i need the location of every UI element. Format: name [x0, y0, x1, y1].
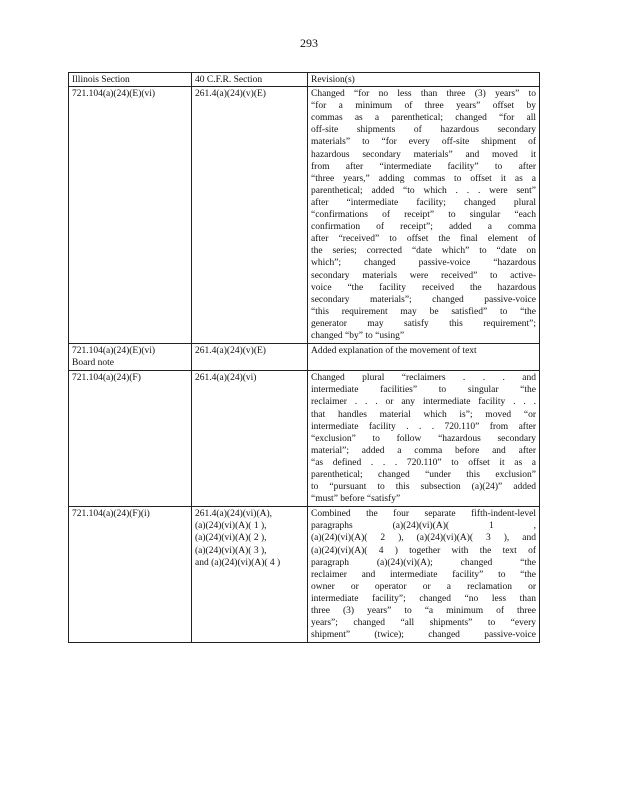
table-row	[69, 507, 540, 643]
revision-line: years”; changed “all shipments” to “every	[311, 618, 536, 629]
revision-line: reclaimer and intermediate facility” to “the	[311, 569, 536, 580]
cell-line: 261.4(a)(24)(v)(E)	[195, 89, 266, 100]
illinois-section-cell	[69, 507, 192, 643]
revision-line: paragraph (a)(24)(vi)(A); changed “the	[311, 557, 536, 568]
revision-cell	[308, 507, 540, 643]
revision-line: paragraphs (a)(24)(vi)(A)( 1 ,	[311, 521, 536, 532]
header-cfr-section: 40 C.F.R. Section	[192, 73, 308, 87]
revision-line: that handles material which is”; moved “or	[311, 409, 536, 420]
revision-line: “for a minimum of three years” offset by	[311, 101, 536, 112]
revision-line: to “pursuant to this subsection (a)(24)” added	[311, 482, 536, 493]
illinois-section-cell	[69, 344, 192, 371]
revision-line: “as defined . . . 720.110” to offset it as a	[311, 457, 536, 468]
revision-line: voice “the facility received the hazardous	[311, 282, 536, 293]
cell-line: 721.104(a)(24)(F)	[72, 373, 141, 384]
page-number: 293	[300, 36, 318, 50]
revision-line: three (3) years” to “a minimum of three	[311, 606, 536, 617]
revision-line: shipment” (twice); changed passive-voice	[311, 630, 536, 641]
revision-line: generator may satisfy this requirement”;	[311, 318, 536, 329]
table-row	[69, 87, 540, 344]
revision-line: off-site shipments of hazardous secondary	[311, 125, 536, 136]
revision-cell	[308, 87, 540, 344]
revision-line: parenthetical; added “to which . . . were sent”	[311, 185, 536, 196]
header-revisions: Revision(s)	[308, 73, 540, 87]
revision-line: which”; changed passive-voice “hazardous	[311, 258, 536, 269]
cell-line: 721.104(a)(24)(F)(i)	[72, 509, 150, 520]
revision-line: from after “intermediate facility” to after	[311, 161, 536, 172]
revision-line: changed “by” to “using”	[311, 330, 405, 341]
revision-cell	[308, 344, 540, 371]
revision-line: secondary materials”; changed passive-voice	[311, 294, 536, 305]
revision-line: material”; added a comma before and after	[311, 445, 536, 456]
cfr-section-cell	[192, 344, 308, 371]
cell-line: Board note	[72, 358, 114, 369]
revision-line: intermediate facility . . . 720.110” from after	[311, 421, 536, 432]
revision-line: reclaimer . . . or any intermediate facility . . .	[311, 397, 536, 408]
revision-line: “three years,” adding commas to offset it as a	[311, 173, 536, 184]
cell-line: (a)(24)(vi)(A)( 1 ),	[195, 521, 267, 532]
cfr-section-cell	[192, 87, 308, 344]
revisions-table	[68, 72, 540, 643]
cell-line: (a)(24)(vi)(A)( 3 ),	[195, 545, 267, 556]
table-body	[69, 87, 540, 643]
revision-line: (a)(24)(vi)(A)( 4 ) together with the text of	[311, 545, 536, 556]
revision-line: Combined the four separate fifth-indent-level	[311, 509, 536, 520]
cell-line: 261.4(a)(24)(vi)	[195, 373, 257, 384]
cell-line: 721.104(a)(24)(E)(vi)	[72, 89, 156, 100]
revision-line: “confirmations of receipt” to singular “each	[311, 210, 536, 221]
header-illinois-section: Illinois Section	[69, 73, 192, 87]
revision-line: “exclusion” to follow “hazardous secondary	[311, 433, 536, 444]
cell-line: 261.4(a)(24)(vi)(A),	[195, 509, 273, 520]
revision-line: parenthetical; changed “under this exclusion”	[311, 470, 536, 480]
revision-line: “this requirement may be satisfied” to “the	[311, 306, 536, 317]
revision-line: after “intermediate facility; changed plural	[311, 197, 536, 208]
revision-line: intermediate facilities” to singular “the	[311, 385, 536, 396]
revision-line: Changed plural “reclaimers . . . and	[311, 373, 536, 384]
revision-line: materials” to “for every off-site shipment of	[311, 137, 536, 148]
cfr-section-cell	[192, 371, 308, 507]
revision-line: Added explanation of the movement of text	[311, 346, 477, 357]
cell-line: 261.4(a)(24)(v)(E)	[195, 346, 266, 357]
table-header-row	[69, 73, 540, 87]
cell-line: 721.104(a)(24)(E)(vi)	[72, 346, 156, 357]
revision-line: commas as a parenthetical; changed “for all	[311, 113, 536, 124]
cell-line: (a)(24)(vi)(A)( 2 ),	[195, 533, 267, 544]
table-row	[69, 344, 540, 371]
revision-cell	[308, 371, 540, 507]
revision-line: secondary materials were received” to active-	[311, 270, 536, 281]
illinois-section-cell	[69, 87, 192, 344]
cell-line: and (a)(24)(vi)(A)( 4 )	[195, 557, 281, 568]
revision-line: intermediate facility”; changed “no less than	[311, 593, 536, 604]
table-row	[69, 371, 540, 507]
revision-line: the series; corrected “date which” to “date on	[311, 246, 536, 257]
revision-line: (a)(24)(vi)(A)( 2 ), (a)(24)(vi)(A)( 3 ), and	[311, 533, 536, 544]
revision-line: owner or operator or a reclamation or	[311, 581, 536, 592]
revision-line: Changed “for no less than three (3) years” to	[311, 89, 536, 100]
cfr-section-cell	[192, 507, 308, 643]
revision-line: “must” before “satisfy”	[311, 494, 401, 505]
revision-line: hazardous secondary materials” and moved it	[311, 149, 536, 160]
illinois-section-cell	[69, 371, 192, 507]
revision-line: after “received” to offset the final element of	[311, 234, 536, 245]
revision-line: confirmation of receipt”; added a comma	[311, 222, 536, 233]
